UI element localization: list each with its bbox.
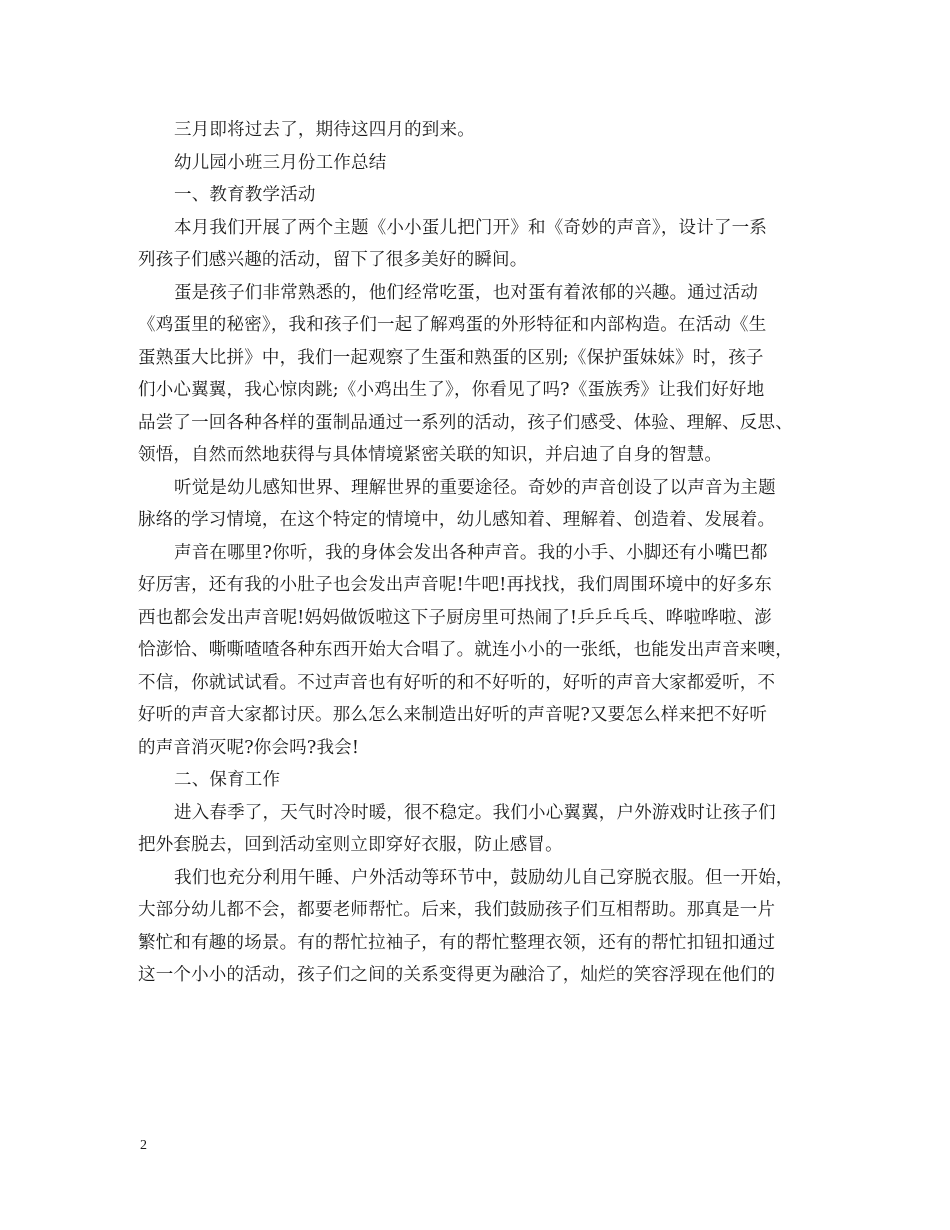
text-line: 们小心翼翼，我心惊肉跳;《小鸡出生了》，你看见了吗?《蛋族秀》让我们好好地 [138, 380, 765, 400]
text-line: 恰澎恰、嘶嘶喳喳各种东西开始大合唱了。就连小小的一张纸，也能发出声音来噢， [138, 640, 793, 660]
text-line: 好厉害，还有我的小肚子也会发出声音呢!牛吧!再找找，我们周围环境中的好多东 [138, 575, 772, 595]
text-line: 本月我们开展了两个主题《小小蛋儿把门开》和《奇妙的声音》，设计了一系 [174, 217, 768, 238]
text-line: 进入春季了，天气时冷时暖，很不稳定。我们小心翼翼，户外游戏时让孩子们 [174, 802, 776, 823]
document-body [138, 114, 824, 992]
text-line: 的声音消灭呢?你会吗?我会! [138, 737, 360, 758]
text-line: 二、保育工作 [174, 770, 281, 790]
text-line: 声音在哪里?你听，我的身体会发出各种声音。我的小手、小脚还有小嘴巴都 [174, 542, 768, 563]
text-line: 《鸡蛋里的秘密》，我和孩子们一起了解鸡蛋的外形特征和内部构造。在活动《生 [138, 315, 767, 335]
text-line: 大部分幼儿都不会，都要老师帮忙。后来，我们鼓励孩子们互相帮助。那真是一片 [138, 900, 776, 920]
page-number: 2 [140, 1138, 147, 1153]
text-line: 听觉是幼儿感知世界、理解世界的重要途径。奇妙的声音创设了以声音为主题 [174, 477, 776, 498]
text-line: 繁忙和有趣的场景。有的帮忙拉袖子，有的帮忙整理衣领，还有的帮忙扣钮扣通过 [138, 932, 776, 953]
text-line: 不信，你就试试看。不过声音也有好听的和不好听的，好听的声音大家都爱听，不 [138, 672, 776, 693]
text-line: 脉络的学习情境，在这个特定的情境中，幼儿感知着、理解着、创造着、发展着。 [138, 510, 776, 530]
text-line: 把外套脱去，回到活动室则立即穿好衣服，防止感冒。 [138, 835, 563, 855]
text-line: 领悟，自然而然地获得与具体情境紧密关联的知识，并启迪了自身的智慧。 [138, 445, 723, 465]
text-line: 好听的声音大家都讨厌。那么怎么来制造出好听的声音呢?又要怎么样来把不好听 [138, 705, 768, 725]
text-line: 蛋是孩子们非常熟悉的，他们经常吃蛋，也对蛋有着浓郁的兴趣。通过活动 [174, 282, 759, 303]
text-line: 三月即将过去了，期待这四月的到来。 [174, 120, 475, 140]
text-line: 一、教育教学活动 [174, 185, 316, 205]
text-line: 西也都会发出声音呢!妈妈做饭啦这下子厨房里可热闹了!乒乒乓乓、哗啦哗啦、澎 [138, 607, 772, 628]
text-line: 我们也充分利用午睡、户外活动等环节中，鼓励幼儿自己穿脱衣服。但一开始， [174, 867, 794, 888]
text-line: 这一个小小的活动，孩子们之间的关系变得更为融洽了，灿烂的笑容浮现在他们的 [138, 965, 776, 985]
text-line: 列孩子们感兴趣的活动，留下了很多美好的瞬间。 [138, 250, 528, 270]
text-line: 品尝了一回各种各样的蛋制品通过一系列的活动，孩子们感受、体验、理解、反思、 [138, 412, 793, 433]
text-line: 幼儿园小班三月份工作总结 [174, 152, 387, 173]
text-line: 蛋熟蛋大比拼》中，我们一起观察了生蛋和熟蛋的区别;《保护蛋妹妹》时，孩子 [138, 347, 764, 368]
